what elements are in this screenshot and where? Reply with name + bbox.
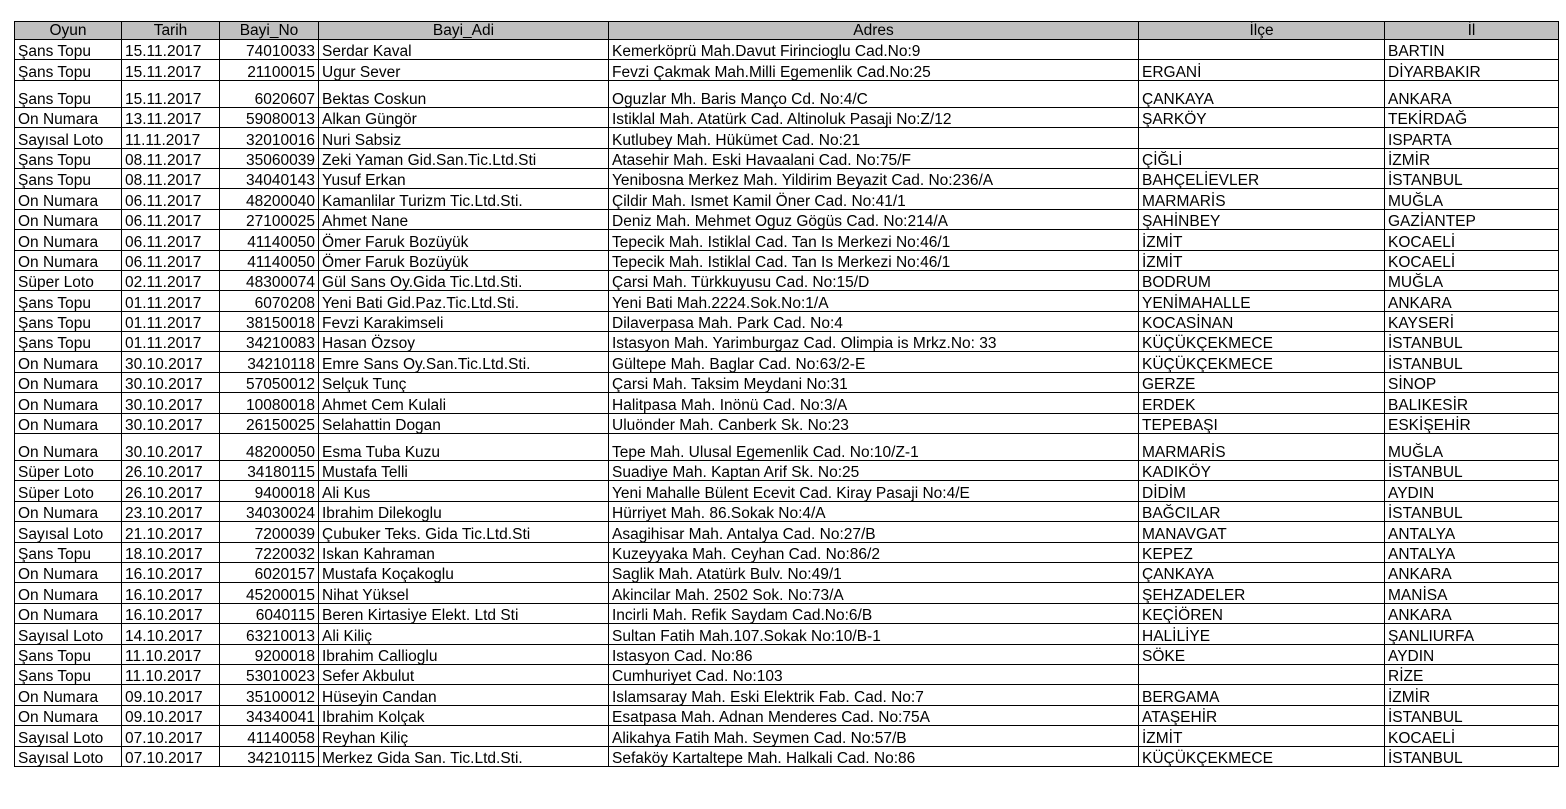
header-tarih[interactable]: Tarih: [122, 22, 220, 40]
table-row: [15, 522, 1559, 542]
cell-bayi-no[interactable]: 57050012: [220, 372, 319, 392]
cell-bayi-adi[interactable]: Ibrahim Dilekoglu: [319, 501, 609, 521]
cell-tarih[interactable]: 02.11.2017: [122, 270, 220, 290]
cell-il[interactable]: KOCAELİ: [1385, 250, 1559, 270]
cell-tarih[interactable]: 11.10.2017: [122, 644, 220, 664]
cell-tarih[interactable]: 01.11.2017: [122, 311, 220, 331]
cell-tarih[interactable]: 30.10.2017: [122, 352, 220, 372]
cell-bayi-no[interactable]: 9200018: [220, 644, 319, 664]
cell-tarih[interactable]: 08.11.2017: [122, 148, 220, 168]
cell-il[interactable]: İSTANBUL: [1385, 352, 1559, 372]
table-row: [15, 434, 1559, 461]
cell-bayi-no[interactable]: 59080013: [220, 107, 319, 127]
cell-oyun[interactable]: Şans Topu: [15, 80, 122, 107]
cell-oyun[interactable]: Şans Topu: [15, 311, 122, 331]
table-row: [15, 168, 1559, 188]
cell-oyun[interactable]: Şans Topu: [15, 664, 122, 684]
cell-il[interactable]: ANKARA: [1385, 603, 1559, 623]
table-row: [15, 624, 1559, 644]
cell-ilce[interactable]: BODRUM: [1139, 270, 1385, 290]
cell-adres[interactable]: Yenibosna Merkez Mah. Yildirim Beyazit Cad. No:236/A: [609, 168, 1139, 188]
cell-tarih[interactable]: 07.10.2017: [122, 726, 220, 746]
cell-adres[interactable]: Istasyon Mah. Yarimburgaz Cad. Olimpia is Mrkz.No: 33: [609, 332, 1139, 352]
cell-oyun[interactable]: Süper Loto: [15, 461, 122, 481]
cell-oyun[interactable]: Şans Topu: [15, 644, 122, 664]
cell-bayi-adi[interactable]: Fevzi Karakimseli: [319, 311, 609, 331]
cell-bayi-adi[interactable]: Ibrahim Kolçak: [319, 705, 609, 725]
cell-adres[interactable]: Kuzeyyaka Mah. Ceyhan Cad. No:86/2: [609, 542, 1139, 562]
cell-il[interactable]: MANİSA: [1385, 583, 1559, 603]
cell-adres[interactable]: Çildir Mah. Ismet Kamil Öner Cad. No:41/1: [609, 189, 1139, 209]
cell-adres[interactable]: Çarsi Mah. Taksim Meydani No:31: [609, 372, 1139, 392]
cell-bayi-adi[interactable]: Esma Tuba Kuzu: [319, 434, 609, 461]
cell-ilce[interactable]: İZMİT: [1139, 726, 1385, 746]
cell-adres[interactable]: Suadiye Mah. Kaptan Arif Sk. No:25: [609, 461, 1139, 481]
cell-oyun[interactable]: Süper Loto: [15, 481, 122, 501]
table-row: [15, 726, 1559, 746]
table-row: [15, 270, 1559, 290]
cell-bayi-no[interactable]: 38150018: [220, 311, 319, 331]
cell-bayi-adi[interactable]: Alkan Güngör: [319, 107, 609, 127]
cell-oyun[interactable]: On Numara: [15, 107, 122, 127]
cell-il[interactable]: BARTIN: [1385, 40, 1559, 60]
cell-tarih[interactable]: 26.10.2017: [122, 481, 220, 501]
cell-tarih[interactable]: 06.11.2017: [122, 250, 220, 270]
header-ilce[interactable]: İlçe: [1139, 22, 1385, 40]
cell-adres[interactable]: Yeni Mahalle Bülent Ecevit Cad. Kiray Pasaji No:4/E: [609, 481, 1139, 501]
cell-tarih[interactable]: 21.10.2017: [122, 522, 220, 542]
cell-tarih[interactable]: 16.10.2017: [122, 583, 220, 603]
cell-il[interactable]: İSTANBUL: [1385, 746, 1559, 766]
cell-tarih[interactable]: 09.10.2017: [122, 705, 220, 725]
dealer-table: [14, 21, 1559, 767]
cell-il[interactable]: AYDIN: [1385, 644, 1559, 664]
cell-ilce[interactable]: MARMARİS: [1139, 189, 1385, 209]
header-il[interactable]: İl: [1385, 22, 1559, 40]
cell-oyun[interactable]: Sayısal Loto: [15, 128, 122, 148]
cell-bayi-adi[interactable]: Hüseyin Candan: [319, 685, 609, 705]
cell-ilce[interactable]: İZMİT: [1139, 230, 1385, 250]
cell-ilce[interactable]: KOCASİNAN: [1139, 311, 1385, 331]
cell-tarih[interactable]: 09.10.2017: [122, 685, 220, 705]
table-body: [15, 40, 1559, 767]
cell-bayi-adi[interactable]: Nuri Sabsiz: [319, 128, 609, 148]
cell-tarih[interactable]: 16.10.2017: [122, 603, 220, 623]
cell-bayi-no[interactable]: 34210083: [220, 332, 319, 352]
cell-adres[interactable]: Cumhuriyet Cad. No:103: [609, 664, 1139, 684]
cell-adres[interactable]: Asagihisar Mah. Antalya Cad. No:27/B: [609, 522, 1139, 542]
cell-ilce[interactable]: ERGANİ: [1139, 60, 1385, 80]
cell-adres[interactable]: Uluönder Mah. Canberk Sk. No:23: [609, 413, 1139, 433]
cell-oyun[interactable]: On Numara: [15, 189, 122, 209]
cell-oyun[interactable]: On Numara: [15, 501, 122, 521]
table-row: [15, 230, 1559, 250]
cell-bayi-adi[interactable]: Mustafa Koçakoglu: [319, 562, 609, 582]
cell-adres[interactable]: Kutlubey Mah. Hükümet Cad. No:21: [609, 128, 1139, 148]
cell-bayi-adi[interactable]: Beren Kirtasiye Elekt. Ltd Sti: [319, 603, 609, 623]
table-row: [15, 583, 1559, 603]
cell-oyun[interactable]: On Numara: [15, 352, 122, 372]
cell-bayi-no[interactable]: 35060039: [220, 148, 319, 168]
cell-ilce[interactable]: ÇANKAYA: [1139, 562, 1385, 582]
cell-adres[interactable]: Hürriyet Mah. 86.Sokak No:4/A: [609, 501, 1139, 521]
cell-ilce[interactable]: ŞARKÖY: [1139, 107, 1385, 127]
cell-adres[interactable]: Incirli Mah. Refik Saydam Cad.No:6/B: [609, 603, 1139, 623]
cell-il[interactable]: İSTANBUL: [1385, 501, 1559, 521]
table-row: [15, 481, 1559, 501]
cell-ilce[interactable]: ŞAHİNBEY: [1139, 209, 1385, 229]
cell-bayi-adi[interactable]: Çubuker Teks. Gida Tic.Ltd.Sti: [319, 522, 609, 542]
cell-il[interactable]: ANKARA: [1385, 562, 1559, 582]
cell-ilce[interactable]: YENİMAHALLE: [1139, 291, 1385, 311]
cell-tarih[interactable]: 15.11.2017: [122, 40, 220, 60]
cell-tarih[interactable]: 06.11.2017: [122, 209, 220, 229]
cell-oyun[interactable]: Sayısal Loto: [15, 624, 122, 644]
cell-bayi-no[interactable]: 10080018: [220, 393, 319, 413]
cell-bayi-no[interactable]: 6020157: [220, 562, 319, 582]
cell-bayi-adi[interactable]: Selçuk Tunç: [319, 372, 609, 392]
cell-bayi-no[interactable]: 6040115: [220, 603, 319, 623]
cell-bayi-no[interactable]: 48200040: [220, 189, 319, 209]
table-row: [15, 413, 1559, 433]
cell-adres[interactable]: Halitpasa Mah. Inönü Cad. No:3/A: [609, 393, 1139, 413]
cell-bayi-no[interactable]: 63210013: [220, 624, 319, 644]
cell-tarih[interactable]: 13.11.2017: [122, 107, 220, 127]
cell-adres[interactable]: Saglik Mah. Atatürk Bulv. No:49/1: [609, 562, 1139, 582]
table-row: [15, 107, 1559, 127]
cell-tarih[interactable]: 01.11.2017: [122, 332, 220, 352]
cell-oyun[interactable]: Sayısal Loto: [15, 746, 122, 766]
cell-bayi-adi[interactable]: Bektas Coskun: [319, 80, 609, 107]
cell-ilce[interactable]: KÜÇÜKÇEKMECE: [1139, 746, 1385, 766]
cell-adres[interactable]: Akincilar Mah. 2502 Sok. No:73/A: [609, 583, 1139, 603]
table-row: [15, 461, 1559, 481]
cell-bayi-no[interactable]: 34210115: [220, 746, 319, 766]
header-adres[interactable]: Adres: [609, 22, 1139, 40]
cell-oyun[interactable]: On Numara: [15, 230, 122, 250]
cell-bayi-no[interactable]: 9400018: [220, 481, 319, 501]
cell-bayi-no[interactable]: 41140050: [220, 230, 319, 250]
cell-oyun[interactable]: Şans Topu: [15, 168, 122, 188]
cell-adres[interactable]: Oguzlar Mh. Baris Manço Cd. No:4/C: [609, 80, 1139, 107]
cell-ilce[interactable]: ŞEHZADELER: [1139, 583, 1385, 603]
cell-adres[interactable]: Kemerköprü Mah.Davut Firincioglu Cad.No:9: [609, 40, 1139, 60]
cell-ilce[interactable]: KADIKÖY: [1139, 461, 1385, 481]
table-row: [15, 291, 1559, 311]
cell-tarih[interactable]: 23.10.2017: [122, 501, 220, 521]
cell-adres[interactable]: Sefaköy Kartaltepe Mah. Halkali Cad. No:86: [609, 746, 1139, 766]
cell-il[interactable]: ŞANLIURFA: [1385, 624, 1559, 644]
cell-adres[interactable]: Tepecik Mah. Istiklal Cad. Tan Is Merkezi No:46/1: [609, 230, 1139, 250]
table-row: [15, 372, 1559, 392]
cell-bayi-no[interactable]: 21100015: [220, 60, 319, 80]
cell-oyun[interactable]: On Numara: [15, 562, 122, 582]
cell-bayi-no[interactable]: 34030024: [220, 501, 319, 521]
cell-bayi-no[interactable]: 34040143: [220, 168, 319, 188]
cell-bayi-adi[interactable]: Gül Sans Oy.Gida Tic.Ltd.Sti.: [319, 270, 609, 290]
cell-adres[interactable]: Çarsi Mah. Türkkuyusu Cad. No:15/D: [609, 270, 1139, 290]
cell-oyun[interactable]: On Numara: [15, 705, 122, 725]
cell-bayi-adi[interactable]: Merkez Gida San. Tic.Ltd.Sti.: [319, 746, 609, 766]
cell-il[interactable]: MUĞLA: [1385, 434, 1559, 461]
cell-bayi-adi[interactable]: Kamanlilar Turizm Tic.Ltd.Sti.: [319, 189, 609, 209]
cell-bayi-no[interactable]: 74010033: [220, 40, 319, 60]
cell-bayi-no[interactable]: 41140058: [220, 726, 319, 746]
table-row: [15, 128, 1559, 148]
table-row: [15, 40, 1559, 60]
cell-bayi-no[interactable]: 7200039: [220, 522, 319, 542]
cell-bayi-no[interactable]: 6070208: [220, 291, 319, 311]
cell-il[interactable]: KOCAELİ: [1385, 726, 1559, 746]
cell-il[interactable]: İSTANBUL: [1385, 461, 1559, 481]
cell-tarih[interactable]: 15.11.2017: [122, 60, 220, 80]
cell-il[interactable]: TEKİRDAĞ: [1385, 107, 1559, 127]
cell-bayi-no[interactable]: 48300074: [220, 270, 319, 290]
cell-oyun[interactable]: Şans Topu: [15, 60, 122, 80]
cell-ilce[interactable]: KEPEZ: [1139, 542, 1385, 562]
cell-bayi-adi[interactable]: Ömer Faruk Bozüyük: [319, 250, 609, 270]
cell-bayi-no[interactable]: 45200015: [220, 583, 319, 603]
cell-il[interactable]: GAZİANTEP: [1385, 209, 1559, 229]
cell-oyun[interactable]: Süper Loto: [15, 270, 122, 290]
cell-ilce[interactable]: BAHÇELİEVLER: [1139, 168, 1385, 188]
cell-bayi-adi[interactable]: Serdar Kaval: [319, 40, 609, 60]
cell-bayi-no[interactable]: 27100025: [220, 209, 319, 229]
table-row: [15, 311, 1559, 331]
header-oyun[interactable]: Oyun: [15, 22, 122, 40]
table-row: [15, 209, 1559, 229]
cell-tarih[interactable]: 08.11.2017: [122, 168, 220, 188]
table-row: [15, 393, 1559, 413]
header-row: [15, 22, 1559, 40]
cell-tarih[interactable]: 26.10.2017: [122, 461, 220, 481]
cell-tarih[interactable]: 11.11.2017: [122, 128, 220, 148]
cell-bayi-adi[interactable]: Reyhan Kiliç: [319, 726, 609, 746]
cell-il[interactable]: İZMİR: [1385, 685, 1559, 705]
cell-oyun[interactable]: On Numara: [15, 250, 122, 270]
table-row: [15, 250, 1559, 270]
cell-bayi-no[interactable]: 34180115: [220, 461, 319, 481]
cell-adres[interactable]: Fevzi Çakmak Mah.Milli Egemenlik Cad.No:25: [609, 60, 1139, 80]
cell-ilce[interactable]: KEÇİÖREN: [1139, 603, 1385, 623]
table-row: [15, 501, 1559, 521]
cell-tarih[interactable]: 30.10.2017: [122, 413, 220, 433]
cell-oyun[interactable]: Sayısal Loto: [15, 522, 122, 542]
table-row: [15, 644, 1559, 664]
cell-il[interactable]: MUĞLA: [1385, 189, 1559, 209]
cell-bayi-adi[interactable]: Yusuf Erkan: [319, 168, 609, 188]
cell-tarih[interactable]: 06.11.2017: [122, 189, 220, 209]
cell-adres[interactable]: Tepecik Mah. Istiklal Cad. Tan Is Merkezi No:46/1: [609, 250, 1139, 270]
cell-il[interactable]: ANTALYA: [1385, 542, 1559, 562]
table-row: [15, 562, 1559, 582]
cell-adres[interactable]: Alikahya Fatih Mah. Seymen Cad. No:57/B: [609, 726, 1139, 746]
cell-ilce[interactable]: KÜÇÜKÇEKMECE: [1139, 332, 1385, 352]
cell-il[interactable]: ESKİŞEHİR: [1385, 413, 1559, 433]
spreadsheet: [14, 21, 1559, 767]
cell-oyun[interactable]: On Numara: [15, 583, 122, 603]
cell-bayi-adi[interactable]: Nihat Yüksel: [319, 583, 609, 603]
cell-bayi-adi[interactable]: Ahmet Cem Kulali: [319, 393, 609, 413]
cell-tarih[interactable]: 30.10.2017: [122, 372, 220, 392]
cell-bayi-adi[interactable]: Zeki Yaman Gid.San.Tic.Ltd.Sti: [319, 148, 609, 168]
table-row: [15, 80, 1559, 107]
cell-il[interactable]: ANKARA: [1385, 80, 1559, 107]
cell-tarih[interactable]: 01.11.2017: [122, 291, 220, 311]
cell-oyun[interactable]: On Numara: [15, 413, 122, 433]
cell-bayi-no[interactable]: 48200050: [220, 434, 319, 461]
cell-bayi-no[interactable]: 34340041: [220, 705, 319, 725]
cell-oyun[interactable]: Şans Topu: [15, 332, 122, 352]
cell-ilce[interactable]: ATAŞEHİR: [1139, 705, 1385, 725]
cell-ilce[interactable]: GERZE: [1139, 372, 1385, 392]
cell-tarih[interactable]: 30.10.2017: [122, 393, 220, 413]
table-row: [15, 189, 1559, 209]
table-row: [15, 148, 1559, 168]
cell-ilce[interactable]: DİDİM: [1139, 481, 1385, 501]
cell-bayi-no[interactable]: 32010016: [220, 128, 319, 148]
cell-bayi-no[interactable]: 7220032: [220, 542, 319, 562]
cell-oyun[interactable]: On Numara: [15, 393, 122, 413]
cell-il[interactable]: AYDIN: [1385, 481, 1559, 501]
cell-bayi-no[interactable]: 53010023: [220, 664, 319, 684]
header-bayi-adi[interactable]: Bayi_Adi: [319, 22, 609, 40]
cell-bayi-adi[interactable]: Ahmet Nane: [319, 209, 609, 229]
table-row: [15, 332, 1559, 352]
cell-il[interactable]: İZMİR: [1385, 148, 1559, 168]
cell-ilce[interactable]: [1139, 664, 1385, 684]
cell-tarih[interactable]: 16.10.2017: [122, 562, 220, 582]
cell-il[interactable]: MUĞLA: [1385, 270, 1559, 290]
header-bayi-no[interactable]: Bayi_No: [220, 22, 319, 40]
cell-bayi-adi[interactable]: Ibrahim Callioglu: [319, 644, 609, 664]
cell-oyun[interactable]: Şans Topu: [15, 291, 122, 311]
cell-bayi-adi[interactable]: Selahattin Dogan: [319, 413, 609, 433]
cell-ilce[interactable]: HALİLİYE: [1139, 624, 1385, 644]
cell-tarih[interactable]: 11.10.2017: [122, 664, 220, 684]
cell-il[interactable]: DİYARBAKIR: [1385, 60, 1559, 80]
cell-bayi-no[interactable]: 6020607: [220, 80, 319, 107]
cell-ilce[interactable]: TEPEBAŞI: [1139, 413, 1385, 433]
cell-bayi-adi[interactable]: Hasan Özsoy: [319, 332, 609, 352]
cell-adres[interactable]: Gültepe Mah. Baglar Cad. No:63/2-E: [609, 352, 1139, 372]
cell-il[interactable]: ANTALYA: [1385, 522, 1559, 542]
table-row: [15, 60, 1559, 80]
cell-ilce[interactable]: BAĞCILAR: [1139, 501, 1385, 521]
cell-bayi-no[interactable]: 26150025: [220, 413, 319, 433]
cell-oyun[interactable]: Şans Topu: [15, 40, 122, 60]
cell-adres[interactable]: Islamsaray Mah. Eski Elektrik Fab. Cad. No:7: [609, 685, 1139, 705]
cell-bayi-adi[interactable]: Ugur Sever: [319, 60, 609, 80]
table-row: [15, 685, 1559, 705]
cell-oyun[interactable]: On Numara: [15, 372, 122, 392]
cell-ilce[interactable]: SÖKE: [1139, 644, 1385, 664]
cell-oyun[interactable]: Şans Topu: [15, 542, 122, 562]
cell-ilce[interactable]: KÜÇÜKÇEKMECE: [1139, 352, 1385, 372]
cell-tarih[interactable]: 14.10.2017: [122, 624, 220, 644]
cell-il[interactable]: ANKARA: [1385, 291, 1559, 311]
cell-il[interactable]: İSTANBUL: [1385, 332, 1559, 352]
cell-tarih[interactable]: 30.10.2017: [122, 434, 220, 461]
cell-il[interactable]: RİZE: [1385, 664, 1559, 684]
cell-il[interactable]: SİNOP: [1385, 372, 1559, 392]
cell-ilce[interactable]: [1139, 128, 1385, 148]
cell-adres[interactable]: Yeni Bati Mah.2224.Sok.No:1/A: [609, 291, 1139, 311]
cell-tarih[interactable]: 15.11.2017: [122, 80, 220, 107]
cell-ilce[interactable]: MARMARİS: [1139, 434, 1385, 461]
cell-il[interactable]: ISPARTA: [1385, 128, 1559, 148]
cell-tarih[interactable]: 18.10.2017: [122, 542, 220, 562]
cell-adres[interactable]: Atasehir Mah. Eski Havaalani Cad. No:75/F: [609, 148, 1139, 168]
cell-ilce[interactable]: ÇİĞLİ: [1139, 148, 1385, 168]
cell-oyun[interactable]: On Numara: [15, 209, 122, 229]
cell-ilce[interactable]: ERDEK: [1139, 393, 1385, 413]
cell-il[interactable]: İSTANBUL: [1385, 168, 1559, 188]
cell-ilce[interactable]: ÇANKAYA: [1139, 80, 1385, 107]
cell-bayi-adi[interactable]: Ali Kus: [319, 481, 609, 501]
table-row: [15, 664, 1559, 684]
cell-ilce[interactable]: BERGAMA: [1139, 685, 1385, 705]
cell-il[interactable]: BALIKESİR: [1385, 393, 1559, 413]
cell-oyun[interactable]: On Numara: [15, 434, 122, 461]
cell-adres[interactable]: Istasyon Cad. No:86: [609, 644, 1139, 664]
cell-oyun[interactable]: On Numara: [15, 603, 122, 623]
cell-adres[interactable]: Istiklal Mah. Atatürk Cad. Altinoluk Pasaji No:Z/12: [609, 107, 1139, 127]
cell-il[interactable]: İSTANBUL: [1385, 705, 1559, 725]
cell-ilce[interactable]: İZMİT: [1139, 250, 1385, 270]
cell-oyun[interactable]: Şans Topu: [15, 148, 122, 168]
cell-bayi-adi[interactable]: Ömer Faruk Bozüyük: [319, 230, 609, 250]
cell-bayi-adi[interactable]: Yeni Bati Gid.Paz.Tic.Ltd.Sti.: [319, 291, 609, 311]
table-row: [15, 705, 1559, 725]
cell-bayi-no[interactable]: 35100012: [220, 685, 319, 705]
cell-bayi-no[interactable]: 34210118: [220, 352, 319, 372]
cell-adres[interactable]: Esatpasa Mah. Adnan Menderes Cad. No:75A: [609, 705, 1139, 725]
table-row: [15, 746, 1559, 766]
cell-ilce[interactable]: [1139, 40, 1385, 60]
cell-bayi-adi[interactable]: Mustafa Telli: [319, 461, 609, 481]
cell-bayi-adi[interactable]: Sefer Akbulut: [319, 664, 609, 684]
cell-il[interactable]: KAYSERİ: [1385, 311, 1559, 331]
cell-tarih[interactable]: 06.11.2017: [122, 230, 220, 250]
cell-il[interactable]: KOCAELİ: [1385, 230, 1559, 250]
table-row: [15, 542, 1559, 562]
cell-bayi-adi[interactable]: Ali Kiliç: [319, 624, 609, 644]
cell-ilce[interactable]: MANAVGAT: [1139, 522, 1385, 542]
table-row: [15, 603, 1559, 623]
cell-adres[interactable]: Dilaverpasa Mah. Park Cad. No:4: [609, 311, 1139, 331]
cell-bayi-adi[interactable]: Iskan Kahraman: [319, 542, 609, 562]
cell-oyun[interactable]: On Numara: [15, 685, 122, 705]
cell-tarih[interactable]: 07.10.2017: [122, 746, 220, 766]
table-row: [15, 352, 1559, 372]
cell-bayi-no[interactable]: 41140050: [220, 250, 319, 270]
cell-oyun[interactable]: Sayısal Loto: [15, 726, 122, 746]
cell-bayi-adi[interactable]: Emre Sans Oy.San.Tic.Ltd.Sti.: [319, 352, 609, 372]
cell-adres[interactable]: Deniz Mah. Mehmet Oguz Gögüs Cad. No:214/A: [609, 209, 1139, 229]
cell-adres[interactable]: Sultan Fatih Mah.107.Sokak No:10/B-1: [609, 624, 1139, 644]
cell-adres[interactable]: Tepe Mah. Ulusal Egemenlik Cad. No:10/Z-1: [609, 434, 1139, 461]
